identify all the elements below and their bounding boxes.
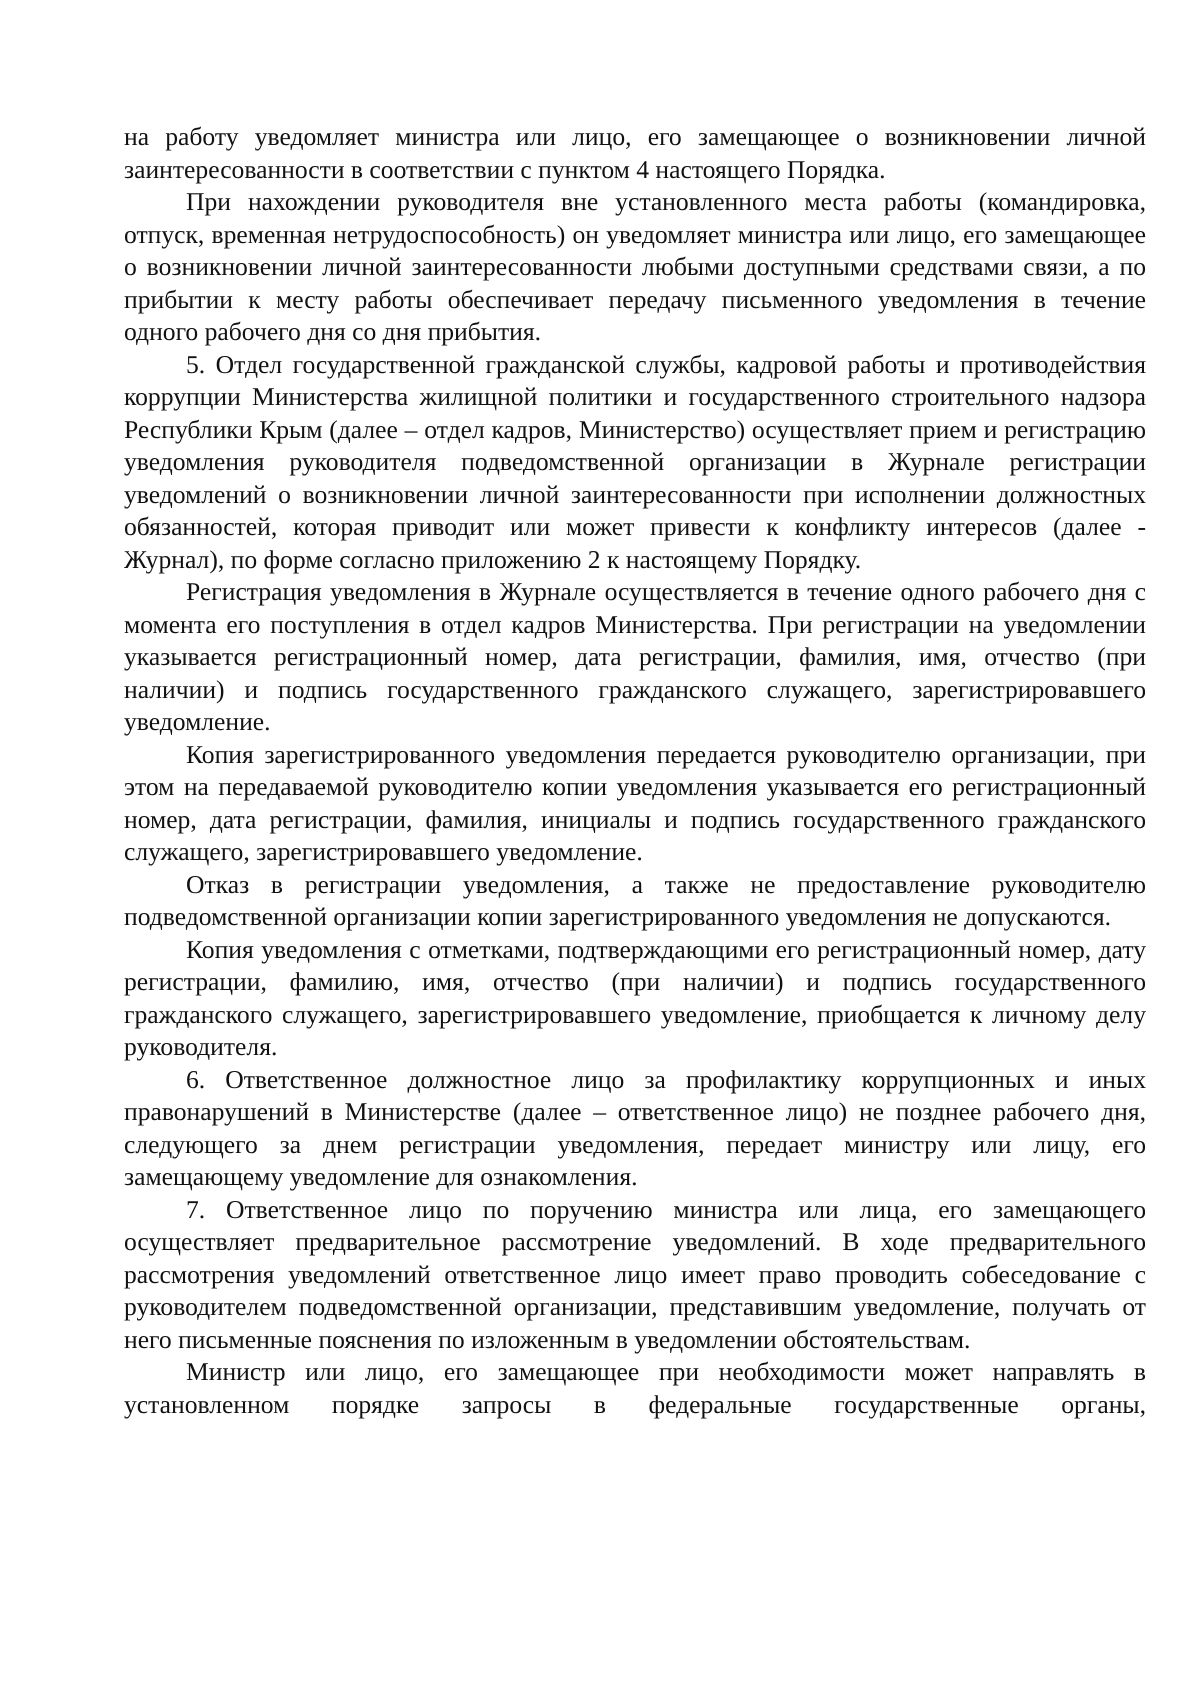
paragraph-requests: Министр или лицо, его замещающее при необходимости может направлять в установленном порядке запросы в федеральные государственные органы, [124, 1357, 1146, 1419]
document-body [124, 121, 1146, 1421]
paragraph-continuation: на работу уведомляет министра или лицо, его замещающее о возникновении личной заинтересованности в соответствии с пунктом 4 настоящего Порядка. [124, 122, 1146, 184]
paragraph-registration: Регистрация уведомления в Журнале осуществляется в течение одного рабочего дня с момента его поступления в отдел кадров Министерства. При регистрации на уведомлении указывается регистрационный номер, дата регистрации, фамилия, имя, отчество (при наличии) и подпись государственного гражданского служащего, зарегистрировавшего уведомление. [124, 577, 1146, 736]
paragraph-item-7: 7. Ответственное лицо по поручению министра или лица, его замещающего осуществляет предварительное рассмотрение уведомлений. В ходе предварительного рассмотрения уведомлений ответственное лицо имеет право проводить собеседование с руководителем подведомственной организации, представившим уведомление, получать от него письменные пояснения по изложенным в уведомлении обстоятельствам. [124, 1194, 1146, 1354]
paragraph-refusal: Отказ в регистрации уведомления, а также не предоставление руководителю подведомственной организации копии зарегистрированного уведомления не допускаются. [124, 869, 1146, 931]
paragraph-item-5: 5. Отдел государственной гражданской службы, кадровой работы и противодействия коррупции Министерства жилищной политики и государственного строительного надзора Республики Крым (далее – отдел кадров, Министерство) осуществляет прием и регистрацию уведомления руководителя подведомственной организации в Журнале регистрации уведомлений о возникновении личной заинтересованности при исполнении должностных обязанностей, которая приводит или может привести к конфликту интересов (далее - Журнал), по форме согласно приложению 2 к настоящему Порядку. [124, 349, 1146, 574]
paragraph-copy-transfer: Копия зарегистрированного уведомления передается руководителю организации, при этом на передаваемой руководителю копии уведомления указывается его регистрационный номер, дата регистрации, фамилия, инициалы и подпись государственного гражданского служащего, зарегистрировавшего уведомление. [124, 739, 1146, 866]
paragraph-absence-notification: При нахождении руководителя вне установленного места работы (командировка, отпуск, временная нетрудоспособность) он уведомляет министра или лицо, его замещающее о возникновении личной заинтересованности любыми доступными средствами связи, а по прибытии к месту работы обеспечивает передачу письменного уведомления в течение одного рабочего дня со дня прибытия. [124, 187, 1146, 346]
paragraph-personal-file: Копия уведомления с отметками, подтверждающими его регистрационный номер, дату регистрации, фамилию, имя, отчество (при наличии) и подпись государственного гражданского служащего, зарегистрировавшего уведомление, приобщается к личному делу руководителя. [124, 934, 1146, 1061]
paragraph-item-6: 6. Ответственное должностное лицо за профилактику коррупционных и иных правонарушений в Министерстве (далее – ответственное лицо) не позднее рабочего дня, следующего за днем регистрации уведомления, передает министру или лицу, его замещающему уведомление для ознакомления. [124, 1064, 1146, 1191]
